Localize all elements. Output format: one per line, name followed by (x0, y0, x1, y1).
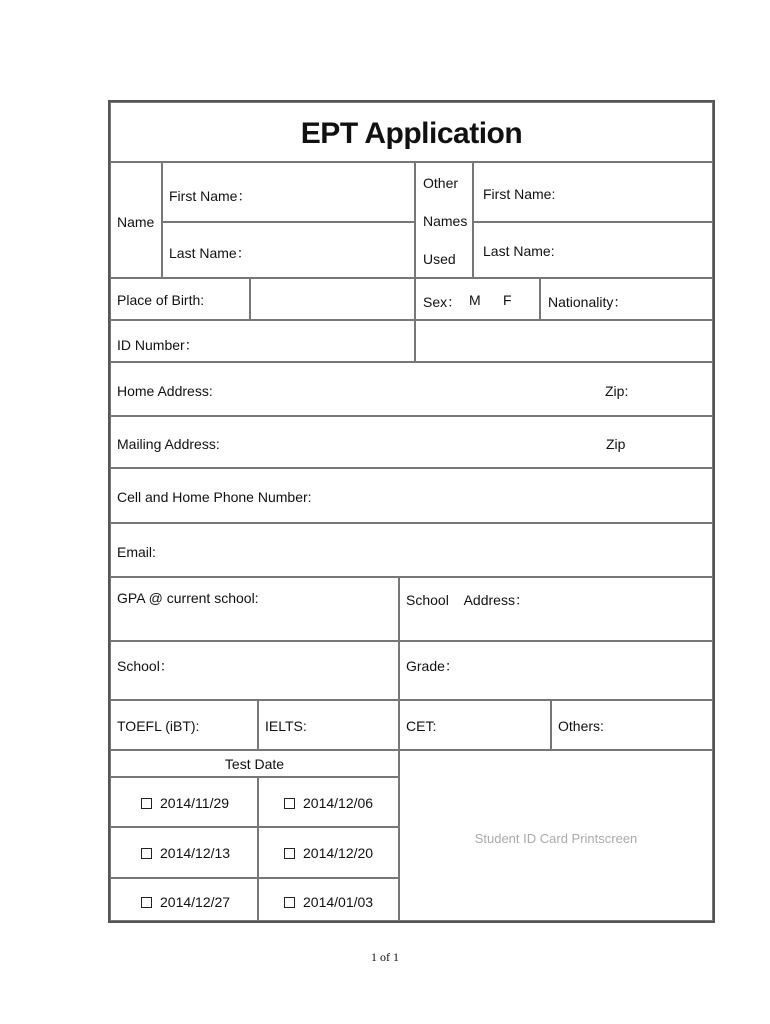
gpa-field[interactable] (110, 577, 399, 641)
school-label: School： (117, 658, 174, 674)
test-date-option[interactable] (110, 777, 258, 827)
test-date-option[interactable] (258, 777, 399, 827)
mailing-zip-label: Zip (606, 436, 626, 452)
checkbox-icon[interactable] (141, 897, 152, 908)
first-name-field[interactable] (162, 162, 415, 222)
place-of-birth-label: Place of Birth: (117, 292, 205, 308)
place-of-birth-label-cell (110, 278, 250, 320)
other-last-name-label: Last Name: (483, 243, 555, 259)
test-date-label: 2014/01/03 (303, 894, 374, 910)
checkbox-icon[interactable] (284, 798, 295, 809)
id-number-label: ID Number： (117, 337, 199, 353)
checkbox-icon[interactable] (284, 848, 295, 859)
test-date-header-cell (110, 750, 399, 777)
checkbox-icon[interactable] (141, 848, 152, 859)
other-first-name-field[interactable] (473, 162, 713, 222)
grade-field[interactable] (399, 641, 713, 700)
test-date-label: 2014/12/13 (160, 845, 231, 861)
first-name-label: First Name： (169, 188, 252, 204)
form-title: EPT Application (300, 117, 523, 150)
mailing-address-label: Mailing Address: (117, 436, 220, 452)
home-address-label: Home Address: (117, 383, 213, 399)
student-id-card-area[interactable] (399, 750, 713, 921)
school-address-label: School Address： (406, 592, 529, 608)
test-date-option[interactable] (258, 878, 399, 921)
id-number-field[interactable] (110, 320, 415, 362)
test-date-header: Test Date (224, 756, 285, 772)
sex-label: Sex： (423, 294, 462, 310)
other-names-label-line3: Used (423, 251, 456, 267)
gpa-label: GPA @ current school: (117, 590, 259, 606)
id-number-extra-cell[interactable] (415, 320, 713, 362)
others-field[interactable] (551, 700, 713, 750)
last-name-label: Last Name： (169, 245, 251, 261)
email-label: Email: (117, 544, 156, 560)
student-id-card-label: Student ID Card Printscreen (474, 831, 638, 846)
ielts-field[interactable] (258, 700, 399, 750)
name-label-cell (110, 162, 162, 278)
test-date-label: 2014/12/06 (303, 795, 374, 811)
grade-label: Grade： (406, 658, 459, 674)
last-name-field[interactable] (162, 222, 415, 278)
mailing-address-field[interactable] (110, 416, 713, 468)
page-number: 1 of 1 (371, 950, 399, 964)
nationality-label: Nationality： (548, 294, 628, 310)
phone-label: Cell and Home Phone Number: (117, 489, 312, 505)
other-first-name-label: First Name: (483, 186, 556, 202)
other-names-label-line2: Names (423, 213, 468, 229)
email-field[interactable] (110, 523, 713, 577)
test-date-label: 2014/12/20 (303, 845, 374, 861)
toefl-label: TOEFL (iBT): (117, 718, 200, 734)
school-address-field[interactable] (399, 577, 713, 641)
test-date-option[interactable] (110, 827, 258, 878)
home-zip-label: Zip: (605, 383, 629, 399)
toefl-field[interactable] (110, 700, 258, 750)
other-last-name-field[interactable] (473, 222, 713, 278)
sex-field[interactable] (415, 278, 540, 320)
test-date-label: 2014/12/27 (160, 894, 231, 910)
other-names-label-cell (415, 162, 473, 278)
nationality-field[interactable] (540, 278, 713, 320)
other-names-label-line1: Other (423, 175, 459, 191)
phone-field[interactable] (110, 468, 713, 523)
test-date-option[interactable] (258, 827, 399, 878)
others-label: Others: (558, 718, 604, 734)
application-form (108, 100, 715, 923)
test-date-option[interactable] (110, 878, 258, 921)
cet-label: CET: (406, 718, 437, 734)
school-field[interactable] (110, 641, 399, 700)
sex-option-f[interactable]: F (503, 292, 512, 308)
ielts-label: IELTS: (265, 718, 307, 734)
checkbox-icon[interactable] (284, 897, 295, 908)
checkbox-icon[interactable] (141, 798, 152, 809)
title-cell (110, 102, 713, 162)
test-date-label: 2014/11/29 (160, 795, 230, 811)
cet-field[interactable] (399, 700, 551, 750)
sex-option-m[interactable]: M (469, 292, 481, 308)
name-label: Name (117, 214, 155, 230)
home-address-field[interactable] (110, 362, 713, 416)
place-of-birth-field[interactable] (250, 278, 415, 320)
